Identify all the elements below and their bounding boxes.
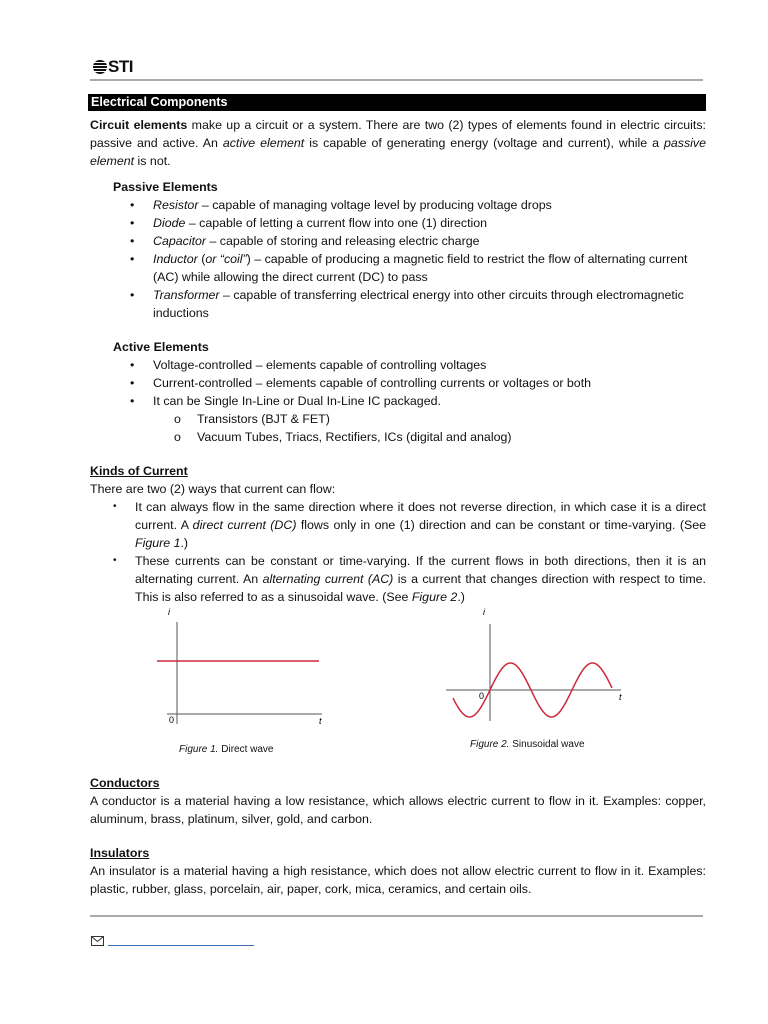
globe-icon xyxy=(93,60,107,74)
figures xyxy=(90,606,706,774)
fig1-x-label: t xyxy=(319,716,322,726)
active-list xyxy=(90,356,706,410)
document-body xyxy=(90,116,706,898)
list-item: • It can be Single In-Line or Dual In-Line IC packaged. xyxy=(130,394,441,408)
list-item: • Resistor – capable of managing voltage level by producing voltage drops xyxy=(130,198,552,212)
intro-active-term: active element xyxy=(222,136,305,150)
active-heading: Active Elements xyxy=(113,340,209,354)
figure-2-caption: Figure 2. Sinusoidal wave xyxy=(470,739,585,750)
conductors-text: A conductor is a material having a low resistance, which allows electric current to flow in it. Examples: copper, aluminum, brass, platinum, silver, gold, and carbon. xyxy=(90,794,706,826)
fig2-x-label: t xyxy=(619,692,622,702)
intro-passive-term: passive element xyxy=(90,136,706,168)
conductors-heading: Conductors xyxy=(90,776,160,790)
fig1-origin: 0 xyxy=(169,715,175,725)
kinds-list xyxy=(90,498,706,606)
insulators-text: An insulator is a material having a high resistance, which does not allow electric current to flow in it. Examples: plastic, rubber, glass, porcelain, air, paper, cork, mica, ceramics, and certain oils. xyxy=(90,864,706,896)
footer xyxy=(91,935,254,946)
fig2-y-label: i xyxy=(483,607,485,617)
list-item: • Inductor (or “coil”) – capable of producing a magnetic field to restrict the flow of alternating current (AC) while allowing the direct current (DC) to pass xyxy=(130,252,688,284)
figure-1-caption: Figure 1. Direct wave xyxy=(179,744,274,755)
list-item: • Transformer – capable of transferring electrical energy into other circuits through electromagnetic inductions xyxy=(130,288,684,320)
list-item: • Voltage-controlled – elements capable of controlling voltages xyxy=(130,358,487,372)
footer-rule xyxy=(90,915,703,917)
sti-logo xyxy=(93,58,133,76)
kinds-intro: There are two (2) ways that current can flow: xyxy=(90,482,336,496)
list-item: • It can always flow in the same direction where it does not reverse direction, in which case it is a direct current. A direct current (DC) flows only in one (1) direction and can be constant or time-varying. (See Figure 1.) xyxy=(113,500,707,550)
figure-1-graph xyxy=(157,607,322,726)
envelope-icon xyxy=(91,936,104,946)
figure-2-graph xyxy=(446,607,622,721)
list-item: o Transistors (BJT & FET) xyxy=(174,412,330,426)
intro-paragraph: Circuit elements make up a circuit or a system. There are two (2) types of elements found in electric circuits: passive and active. An active element is capable of generating energy (voltage and current), while a passive element is not. xyxy=(90,118,707,168)
list-item: o Vacuum Tubes, Triacs, Rectifiers, ICs (digital and analog) xyxy=(174,430,512,444)
insulators-heading: Insulators xyxy=(90,846,150,860)
logo-text: STI xyxy=(108,57,133,76)
passive-heading: Passive Elements xyxy=(113,180,218,194)
header-rule xyxy=(90,79,703,81)
email-link[interactable] xyxy=(108,935,254,946)
list-item: • Current-controlled – elements capable of controlling currents or voltages or both xyxy=(130,376,592,390)
passive-list xyxy=(90,196,706,322)
section-title: Electrical Components xyxy=(88,94,706,111)
intro-term: Circuit elements xyxy=(90,118,188,132)
fig2-origin: 0 xyxy=(479,691,485,701)
active-sublist xyxy=(90,410,706,446)
fig1-y-label: i xyxy=(168,607,170,617)
list-item: • These currents can be constant or time-varying. If the current flows in both directions, then it is an alternating current. An alternating current (AC) is a current that changes direction with respect to time. This is also referred to as a sinusoidal wave. (See Figure 2.) xyxy=(113,554,707,604)
figure-graphs xyxy=(90,606,706,756)
list-item: • Diode – capable of letting a current flow into one (1) direction xyxy=(130,216,488,230)
list-item: • Capacitor – capable of storing and releasing electric charge xyxy=(130,234,480,248)
kinds-heading: Kinds of Current xyxy=(90,464,188,478)
